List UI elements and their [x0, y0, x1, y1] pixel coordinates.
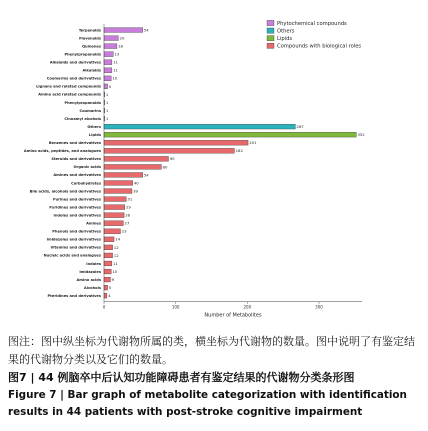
- category-label: Alkaloids: [82, 68, 101, 73]
- category-label: Imidazoles: [79, 269, 101, 274]
- bar: [104, 44, 117, 49]
- bar: [104, 189, 132, 194]
- category-label: Lignans and related compounds: [36, 84, 101, 89]
- x-tick-label: 300: [315, 304, 323, 310]
- category-label: Amino acids, peptides, and analogues: [23, 149, 101, 154]
- value-label: 27: [124, 220, 130, 226]
- category-label: Indoles: [86, 261, 101, 266]
- bar: [104, 164, 161, 169]
- value-label: 12: [113, 252, 119, 258]
- category-label: Organic acids: [73, 165, 101, 170]
- value-label: 13: [114, 51, 120, 57]
- bar: [104, 269, 111, 274]
- category-label: Flavonoids: [79, 36, 101, 41]
- bar: [104, 285, 108, 290]
- category-label: Coumarins and derivatives: [46, 76, 101, 81]
- bar: [104, 52, 113, 57]
- bar: [104, 205, 125, 210]
- legend-swatch: [267, 20, 274, 25]
- value-label: 352: [357, 132, 365, 138]
- bar: [104, 124, 295, 129]
- category-label: Purines and derivatives: [52, 197, 101, 202]
- category-label: Amino acids: [76, 277, 101, 282]
- value-label: 23: [121, 228, 127, 234]
- legend-swatch: [267, 36, 274, 41]
- category-label: Alcohols: [83, 285, 101, 290]
- value-label: 54: [143, 172, 149, 178]
- value-label: 10: [112, 75, 118, 81]
- bar: [104, 156, 169, 161]
- category-label: Coumarins: [79, 108, 101, 113]
- legend-label: Compounds with biological roles: [277, 43, 362, 50]
- caption-title-en-line2: results in 44 patients with post-stroke cognitive impairment: [8, 406, 363, 418]
- category-label: Phenylpropanoids: [64, 52, 101, 57]
- value-label: 40: [133, 180, 139, 186]
- legend-swatch: [267, 43, 274, 48]
- bar: [104, 76, 111, 81]
- figure-caption: [8, 333, 422, 421]
- legend-swatch: [267, 28, 274, 33]
- category-label: Pteridines and derivatives: [47, 293, 101, 298]
- category-label: Others: [87, 124, 101, 129]
- category-label: Terpenoids: [78, 28, 101, 33]
- value-label: 28: [125, 212, 131, 218]
- value-label: 31: [127, 196, 133, 202]
- value-label: 11: [113, 59, 118, 65]
- category-label: Phenylpropanoids: [64, 100, 101, 105]
- value-label: 20: [119, 35, 125, 41]
- category-label: Pyridines and derivatives: [49, 205, 101, 210]
- bar: [104, 60, 112, 65]
- bar: [104, 277, 110, 282]
- bar: [104, 245, 113, 250]
- bar: [104, 261, 112, 266]
- category-label: Bile acids, alcohols and derivatives: [29, 189, 101, 194]
- category-label: Alkaloids and derivatives: [49, 60, 101, 65]
- bar: [104, 197, 126, 202]
- caption-title-cn: 图7 | 44 例脑卒中后认知功能障碍患者有鉴定结果的代谢物分类条形图: [8, 371, 355, 384]
- value-label: 11: [113, 260, 118, 266]
- value-label: 9: [111, 276, 115, 282]
- bar: [104, 84, 108, 89]
- value-label: 39: [133, 188, 138, 194]
- bar: [104, 36, 118, 41]
- value-label: 267: [296, 124, 304, 130]
- value-label: 1: [105, 91, 109, 97]
- bar: [104, 28, 143, 33]
- value-label: 29: [125, 204, 131, 210]
- bar: [104, 148, 234, 153]
- caption-title-en-line1: Figure 7 | Bar graph of metabolite categorization with identification: [8, 389, 407, 401]
- category-label: Steroids and derivatives: [51, 157, 101, 162]
- value-label: 80: [162, 164, 168, 170]
- legend-label: Phytochemical compounds: [277, 20, 347, 27]
- value-label: 5: [108, 285, 112, 291]
- value-label: 182: [235, 148, 243, 154]
- category-label: Carbohydrates: [71, 181, 101, 186]
- value-label: 14: [115, 236, 121, 242]
- value-label: 5: [108, 83, 112, 89]
- x-tick-label: 200: [243, 304, 252, 310]
- category-label: Nucleic acids and analogues: [43, 253, 101, 258]
- category-label: Amines: [86, 221, 101, 226]
- category-label: Vitamins and derivatives: [50, 245, 101, 250]
- category-label: Indoles and derivatives: [53, 213, 101, 218]
- bar: [104, 293, 107, 298]
- caption-note: 图注：图中纵坐标为代谢物所属的类，横坐标为代谢物的数量。图中说明了有鉴定结果的代谢物分类以及它们的数量。: [8, 335, 415, 366]
- category-label: Phenols and derivatives: [52, 229, 101, 234]
- category-label: Cinnamyl alcohols: [64, 116, 101, 121]
- x-axis-title: Number of Metabolites: [204, 312, 262, 319]
- value-label: 54: [143, 27, 149, 33]
- bar: [104, 221, 123, 226]
- legend-label: Lipids: [277, 36, 293, 42]
- bar: [104, 253, 113, 258]
- category-label: Benzenes and derivatives: [48, 141, 101, 146]
- value-label: 4: [108, 293, 111, 299]
- value-label: 18: [118, 43, 123, 49]
- value-label: 1: [105, 99, 109, 105]
- value-label: 201: [249, 140, 257, 146]
- value-label: 1: [105, 107, 109, 113]
- x-tick-label: 100: [171, 304, 180, 310]
- x-tick-label: 0: [102, 304, 106, 310]
- bar: [104, 140, 248, 145]
- category-label: Lipids: [88, 132, 101, 137]
- bar: [104, 213, 124, 218]
- category-label: Quinones: [81, 44, 101, 49]
- category-label: Amines and derivatives: [53, 173, 101, 178]
- category-label: Imidazoles and derivatives: [46, 237, 101, 242]
- bar: [104, 181, 133, 186]
- value-label: 1: [105, 115, 109, 121]
- value-label: 12: [113, 244, 119, 250]
- value-label: 10: [112, 268, 118, 274]
- value-label: 11: [113, 67, 118, 73]
- legend-label: Others: [277, 28, 295, 35]
- category-label: Amino acid related compounds: [38, 92, 101, 97]
- bar: [104, 229, 120, 234]
- bar: [104, 132, 356, 137]
- bar: [104, 173, 143, 178]
- bar: [104, 237, 114, 242]
- value-label: 90: [169, 156, 175, 162]
- bar: [104, 68, 112, 73]
